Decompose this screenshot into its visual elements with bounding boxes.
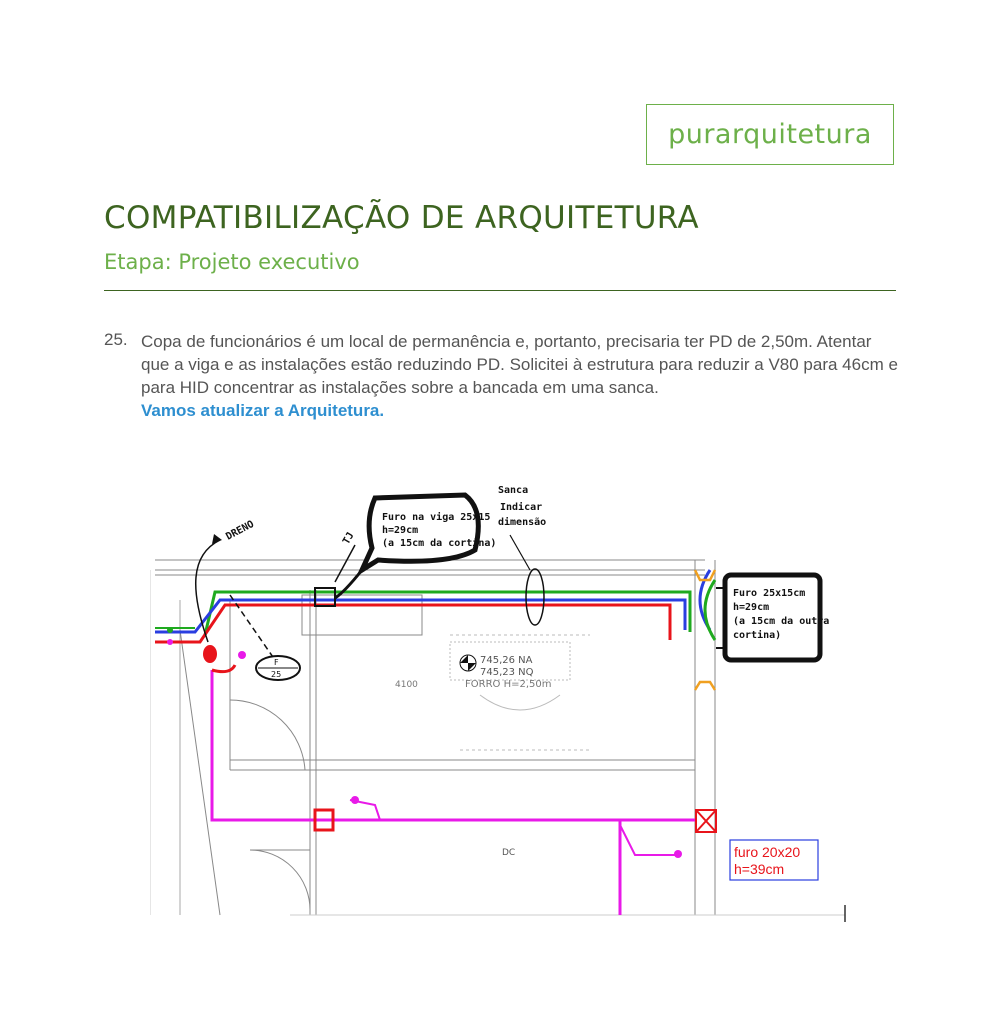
- item-highlight: Vamos atualizar a Arquitetura.: [141, 401, 385, 420]
- tj-label: TJ: [341, 530, 357, 547]
- pipe-red: [155, 605, 670, 642]
- sanca-line3: dimensão: [498, 517, 547, 528]
- red-fixtures: [167, 627, 716, 858]
- logo-text: purarquitetura: [668, 119, 872, 150]
- item-text: Copa de funcionários é um local de permanência e, portanto, precisaria ter PD de 2,50m. Atentar que a viga e as instalações estão reduzindo PD. Solicitei à estrutura para reduzir a V80 para 46cm e para HID concentrar as instalações sobre a bancada em uma sanca.: [141, 332, 898, 397]
- floor-plan: [150, 470, 860, 925]
- furo-viga-line2: h=29cm: [382, 525, 419, 536]
- item-body: [141, 330, 901, 422]
- header-divider: [104, 290, 896, 291]
- level-partial: 4100: [395, 680, 418, 690]
- page-title: COMPATIBILIZAÇÃO DE ARQUITETURA: [104, 200, 699, 236]
- sanca-line1: Sanca: [498, 485, 529, 496]
- room-label: DC: [502, 848, 516, 858]
- dreno-annotation: [196, 519, 256, 642]
- page-subtitle: Etapa: Projeto executivo: [104, 250, 360, 274]
- level-nq: 745,23 NQ: [480, 667, 534, 678]
- furo-right-line4: cortina): [733, 630, 782, 641]
- furo-box-note: [730, 840, 818, 880]
- furo-box-line2: h=39cm: [734, 861, 785, 877]
- furo-box-line1: furo 20x20: [734, 844, 801, 860]
- furo-viga-line1: Furo na viga 25x15: [382, 512, 491, 523]
- level-na: 745,26 NA: [480, 655, 533, 666]
- pipes: [155, 570, 715, 915]
- pipe-magenta: [212, 670, 695, 820]
- furo-viga-callout: [335, 495, 496, 598]
- tag-top: F: [274, 658, 279, 667]
- tag-bottom: 25: [271, 670, 282, 679]
- brand-logo: [646, 104, 894, 165]
- furo-right-line1: Furo 25x15cm: [733, 588, 806, 599]
- pipe-green: [205, 592, 690, 635]
- dreno-label: DRENO: [224, 518, 256, 543]
- dashed-leader: [230, 595, 300, 680]
- level-forro: FORRO H=2,50m: [465, 679, 552, 690]
- furo-right-line2: h=29cm: [733, 602, 770, 613]
- furo-viga-line3: (a 15cm da cortina): [382, 538, 497, 549]
- furo-right-line3: (a 15cm da outra: [733, 616, 830, 627]
- item-number: 25.: [104, 330, 128, 349]
- furo-right-callout: [716, 575, 829, 660]
- sanca-line2: Indicar: [500, 502, 543, 513]
